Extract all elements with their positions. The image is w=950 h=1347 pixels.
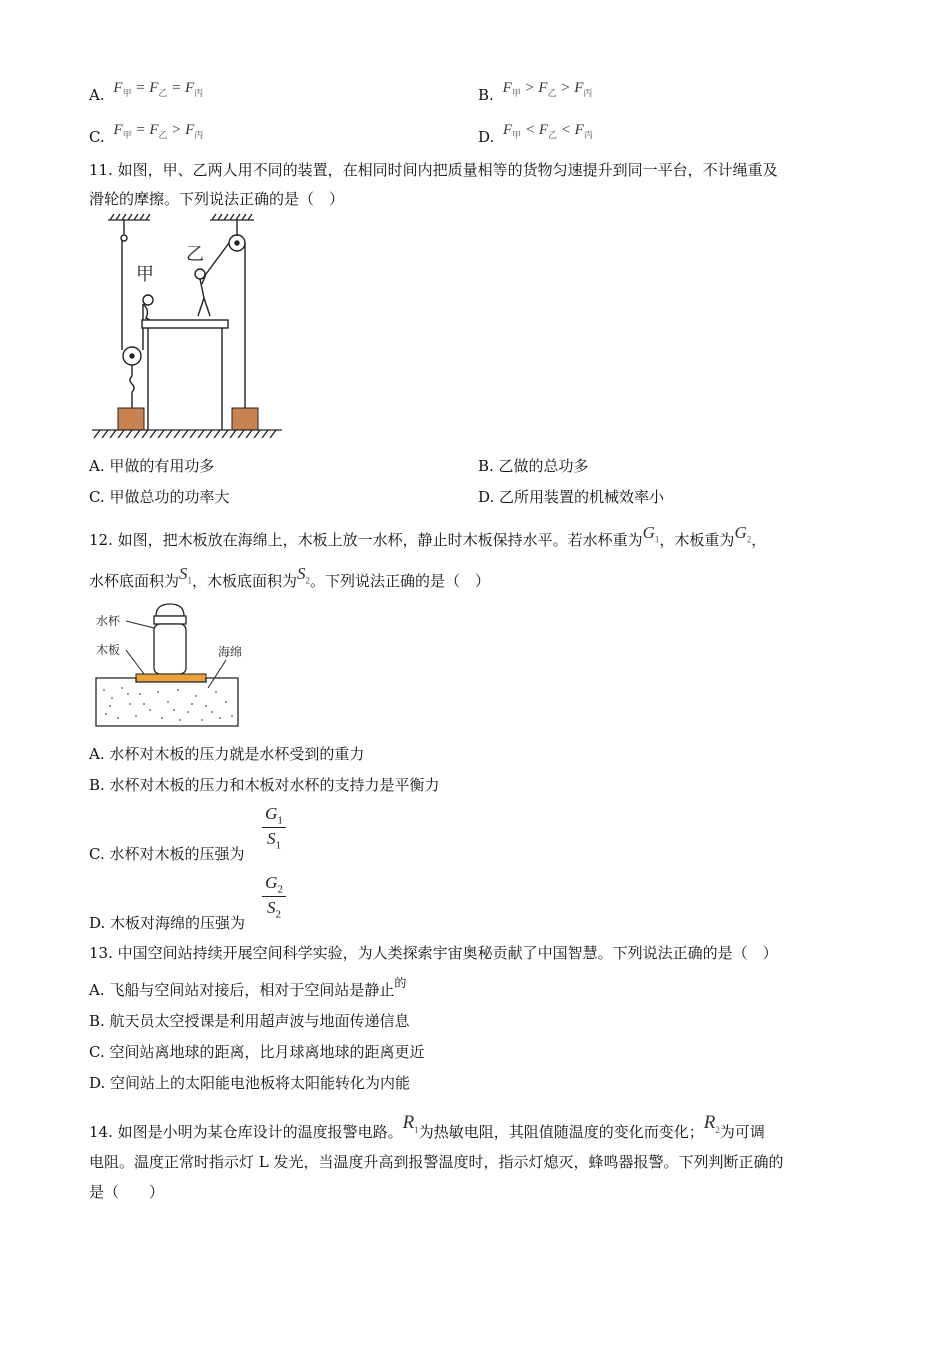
q14-stem-line3: 是（ ）: [89, 1183, 165, 1201]
q12-stem-line2: 水杯底面积为$S_1$，木板底面积为$S_2$。下列说法正确的是（ ）: [89, 564, 491, 590]
movable-pulley-system: [121, 220, 143, 408]
formula: $F_甲 = F_乙 > F_丙$: [113, 122, 204, 140]
q12-option-c: C. 水杯对木板的压强为: [89, 845, 245, 863]
q12-option-b: B. 水杯对木板的压力和木板对水杯的支持力是平衡力: [89, 776, 440, 794]
q12-stem-line1: 12. 如图，把木板放在海绵上，木板上放一水杯，静止时木板保持水平。若水杯重为$G_1$，木板重为$G_2$，: [89, 523, 767, 549]
platform: [142, 320, 228, 430]
q11-stem-line2: 滑轮的摩擦。下列说法正确的是（ ）: [89, 190, 345, 208]
fixed-pulley-system: [206, 220, 245, 410]
q14-stem-line1: 14. 如图是小明为某仓库设计的温度报警电路。$R_1$为热敏电阻，其阻值随温度的变化而变化；$R_2$为可调: [89, 1112, 765, 1141]
q12-option-a: A. 水杯对木板的压力就是水杯受到的重力: [89, 745, 365, 763]
label-sponge: 海绵: [218, 645, 243, 659]
q11-stem-line1: 11. 如图，甲、乙两人用不同的装置，在相同时间内把质量相等的货物匀速提升到同一平台，不计绳重及: [89, 161, 778, 179]
label-jia: 甲: [136, 264, 154, 285]
q13-option-d: D. 空间站上的太阳能电池板将太阳能转化为内能: [89, 1074, 411, 1092]
q11-pulley-figure: [88, 212, 288, 442]
label-yi: 乙: [186, 244, 204, 265]
person-yi: [195, 269, 210, 316]
ceiling-left: [108, 214, 150, 220]
q10-option-b: [478, 80, 593, 107]
person-jia: [143, 295, 154, 322]
q12-option-d: D. 木板对海绵的压强为: [89, 914, 246, 932]
q11-option-c: C. 甲做总功的功率大: [89, 488, 230, 506]
label-board: 木板: [96, 643, 121, 657]
water-cup: [154, 604, 186, 674]
cargo-box-left: [118, 408, 144, 430]
q11-option-d: D. 乙所用装置的机械效率小: [478, 488, 665, 506]
ground: [92, 430, 282, 438]
q13-option-a: A. 飞船与空间站对接后，相对于空间站是静止$^的$: [89, 976, 407, 999]
q12-fraction-c: $G_1$ $S_1$: [262, 804, 286, 852]
q11-option-b: B. 乙做的总功多: [478, 457, 589, 475]
option-letter: C.: [89, 128, 105, 146]
wooden-board: [136, 674, 206, 682]
formula: $F_甲 < F_乙 < F_丙$: [503, 122, 593, 140]
label-cup: 水杯: [96, 614, 121, 628]
q10-option-a: [89, 80, 204, 107]
q13-stem: 13. 中国空间站持续开展空间科学实验，为人类探索宇宙奥秘贡献了中国智慧。下列说法正确的是（ ）: [89, 944, 778, 962]
option-letter: D.: [478, 128, 495, 146]
ceiling-right: [210, 214, 254, 220]
q11-option-a: A. 甲做的有用功多: [89, 457, 215, 475]
q10-option-d: [478, 122, 593, 149]
option-letter: A.: [89, 86, 105, 104]
q13-option-c: C. 空间站离地球的距离，比月球离地球的距离更近: [89, 1043, 425, 1061]
q13-option-b: B. 航天员太空授课是利用超声波与地面传递信息: [89, 1012, 410, 1030]
cargo-box-right: [232, 408, 258, 430]
q14-stem-line2: 电阻。温度正常时指示灯 L 发光，当温度升高到报警温度时，指示灯熄灭，蜂鸣器报警。下列判断正确的: [89, 1153, 784, 1171]
q12-sponge-figure: [92, 600, 252, 730]
q10-option-c: [89, 122, 204, 149]
formula: $F_甲 = F_乙 = F_丙$: [113, 80, 204, 98]
q12-fraction-d: $G_2$ $S_2$: [262, 873, 286, 921]
option-letter: B.: [478, 86, 494, 104]
formula: $F_甲 > F_乙 > F_丙$: [502, 80, 593, 98]
